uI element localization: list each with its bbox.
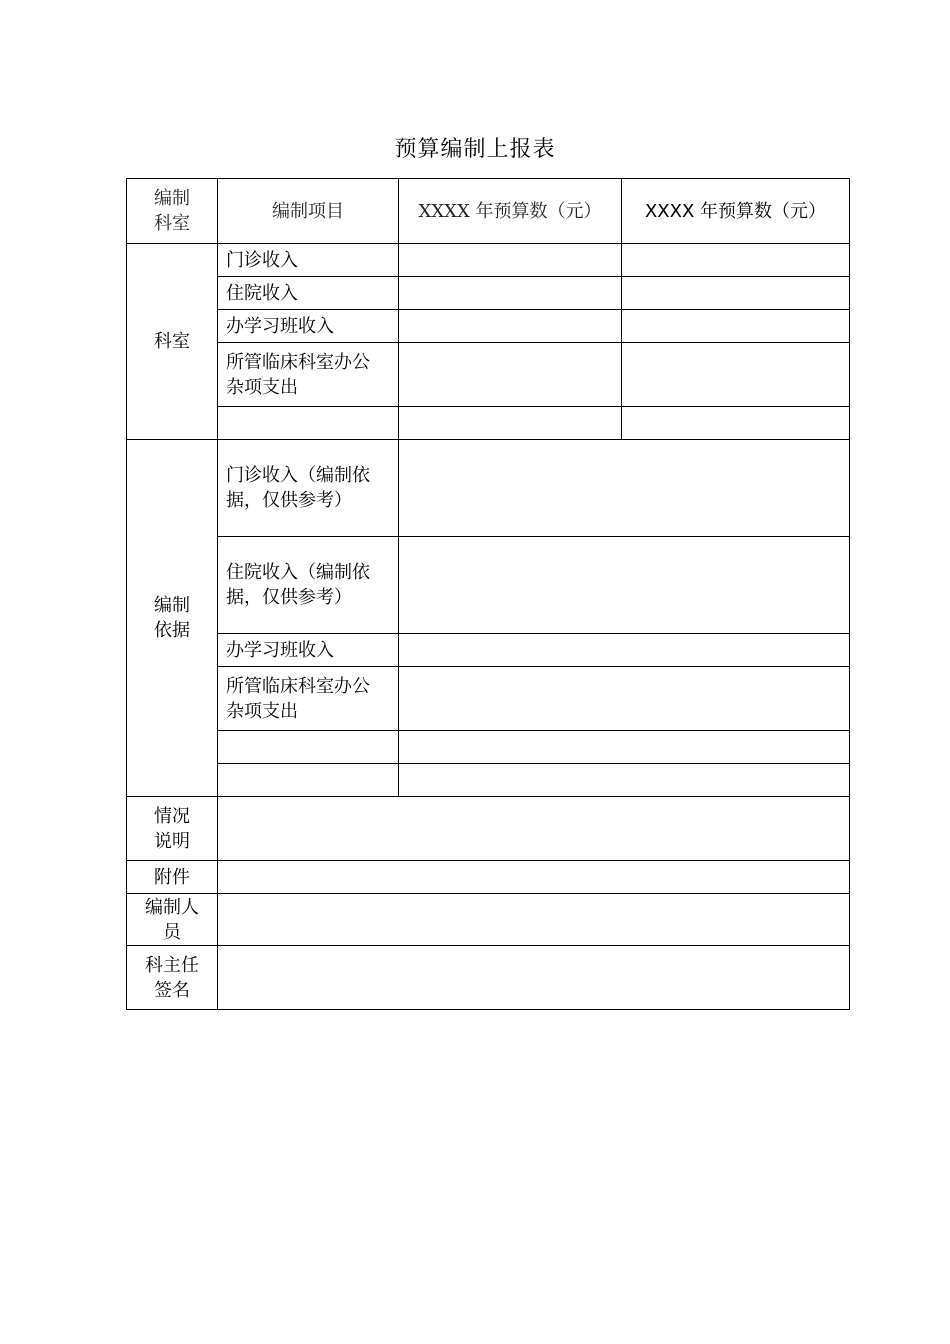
dept-item-label: [218, 343, 399, 407]
dept-row: [127, 277, 850, 310]
basis-value-cell[interactable]: [399, 667, 850, 731]
basis-item-label: [218, 537, 399, 634]
basis-value-cell[interactable]: [399, 764, 850, 797]
director-signature-label: [127, 946, 218, 1010]
dept-value-cell-a[interactable]: [399, 343, 622, 407]
dept-row: [127, 244, 850, 277]
basis-item-label: [218, 667, 399, 731]
header-dept-label: 编制 科室: [154, 188, 190, 234]
dept-value-cell-a[interactable]: [399, 310, 622, 343]
dept-item-label-text: 所管临床科室办公 杂项支出: [226, 351, 370, 398]
dept-value-cell-b[interactable]: [622, 343, 850, 407]
preparer-label: [127, 894, 218, 946]
basis-value-cell[interactable]: [399, 731, 850, 764]
basis-item-label-text: 所管临床科室办公 杂项支出: [226, 675, 370, 722]
dept-value-cell-a[interactable]: [399, 244, 622, 277]
dept-row: [127, 310, 850, 343]
basis-section-label: [127, 440, 218, 797]
dept-value-cell-a[interactable]: [399, 407, 622, 440]
remarks-label: [127, 797, 218, 861]
remarks-label-text: 情况 说明: [154, 805, 190, 852]
form-title: 预算编制上报表: [394, 137, 556, 162]
basis-row-blank: [127, 731, 850, 764]
header-item-label: 编制项目: [218, 179, 399, 244]
director-signature-cell[interactable]: [218, 946, 850, 1010]
director-signature-label-text: 科主任 签名: [145, 954, 199, 1001]
basis-item-label: [218, 440, 399, 537]
dept-value-cell-b[interactable]: [622, 310, 850, 343]
dept-value-cell-b[interactable]: [622, 244, 850, 277]
preparer-input-cell[interactable]: [218, 894, 850, 946]
basis-row-blank: [127, 764, 850, 797]
header-dept-cell: [127, 179, 218, 244]
basis-item-label: 办学习班收入: [218, 634, 399, 667]
basis-value-cell[interactable]: [399, 440, 850, 537]
dept-row: [127, 343, 850, 407]
basis-item-label[interactable]: [218, 764, 399, 797]
attachment-input-cell[interactable]: [218, 861, 850, 894]
dept-value-cell-a[interactable]: [399, 277, 622, 310]
dept-section-label-text: 科室: [154, 331, 190, 352]
remarks-row: [127, 797, 850, 861]
dept-row-blank: [127, 407, 850, 440]
basis-row: [127, 634, 850, 667]
dept-value-cell-b[interactable]: [622, 407, 850, 440]
preparer-label-text: 编制人 员: [145, 896, 199, 943]
dept-item-label: 门诊收入: [218, 244, 399, 277]
director-signature-row: [127, 946, 850, 1010]
basis-item-label-text: 门诊收入（编制依 据，仅供参考）: [226, 465, 370, 511]
basis-row: [127, 667, 850, 731]
attachment-label: 附件: [127, 861, 218, 894]
remarks-input-cell[interactable]: [218, 797, 850, 861]
basis-section-label-text: 编制 依据: [154, 595, 190, 641]
basis-value-cell[interactable]: [399, 537, 850, 634]
dept-item-label[interactable]: [218, 407, 399, 440]
dept-value-cell-b[interactable]: [622, 277, 850, 310]
basis-value-cell[interactable]: [399, 634, 850, 667]
attachment-row: [127, 861, 850, 894]
dept-section-label: [127, 244, 218, 440]
basis-row: [127, 537, 850, 634]
basis-row: [127, 440, 850, 537]
dept-item-label: 住院收入: [218, 277, 399, 310]
header-budget-col-a: XXXX 年预算数（元）: [399, 179, 622, 244]
basis-item-label[interactable]: [218, 731, 399, 764]
header-row: [127, 179, 850, 244]
budget-report-table: [126, 178, 850, 1010]
basis-item-label-text: 住院收入（编制依 据，仅供参考）: [226, 562, 370, 608]
header-budget-col-b: XXXX 年预算数（元）: [622, 179, 850, 244]
dept-item-label: 办学习班收入: [218, 310, 399, 343]
preparer-row: [127, 894, 850, 946]
